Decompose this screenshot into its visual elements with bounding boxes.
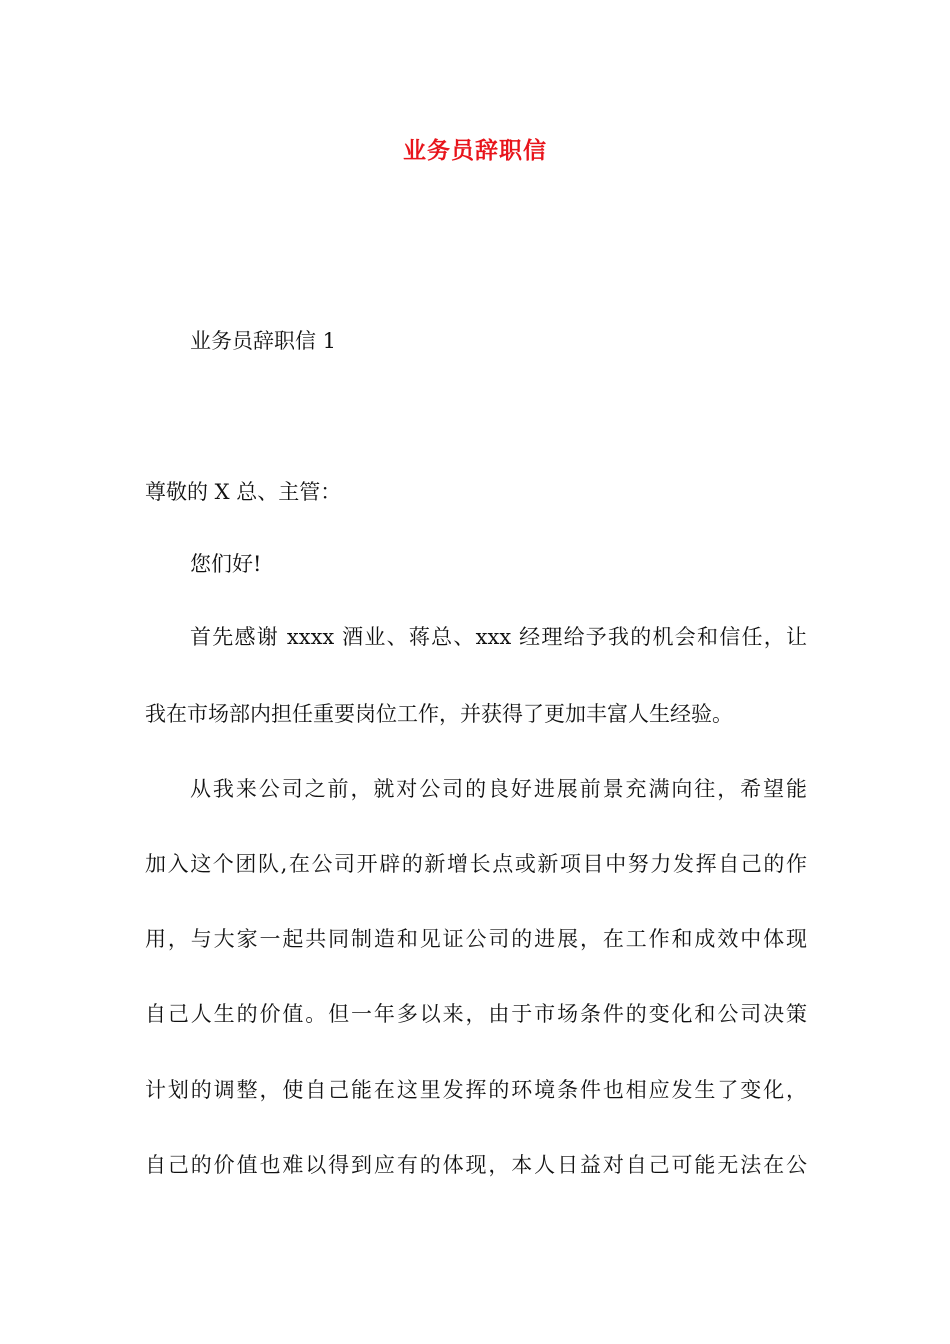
salutation: 尊敬的 X 总、主管： [145, 480, 342, 504]
paragraph-2-line-3: 用，与大家一起共同制造和见证公司的进展，在工作和成效中体现 [145, 927, 807, 951]
paragraph-2-line-6: 自己的价值也难以得到应有的体现，本人日益对自己可能无法在公 [145, 1153, 807, 1177]
letter-subtitle: 业务员辞职信 1 [190, 329, 337, 353]
greeting: 您们好! [190, 552, 262, 576]
document-title: 业务员辞职信 [403, 138, 547, 164]
paragraph-1-line-1: 首先感谢 xxxx 酒业、蒋总、xxx 经理给予我的机会和信任，让 [190, 625, 807, 649]
paragraph-2-line-4: 自己人生的价值。但一年多以来，由于市场条件的变化和公司决策 [145, 1002, 807, 1026]
paragraph-1-line-2: 我在市场部内担任重要岗位工作，并获得了更加丰富人生经验。 [145, 702, 733, 726]
paragraph-2-line-1: 从我来公司之前，就对公司的良好进展前景充满向往，希望能 [190, 777, 807, 801]
paragraph-2-line-2: 加入这个团队,在公司开辟的新增长点或新项目中努力发挥自己的作 [145, 852, 807, 876]
paragraph-2-line-5: 计划的调整，使自己能在这里发挥的环境条件也相应发生了变化， [145, 1078, 807, 1102]
